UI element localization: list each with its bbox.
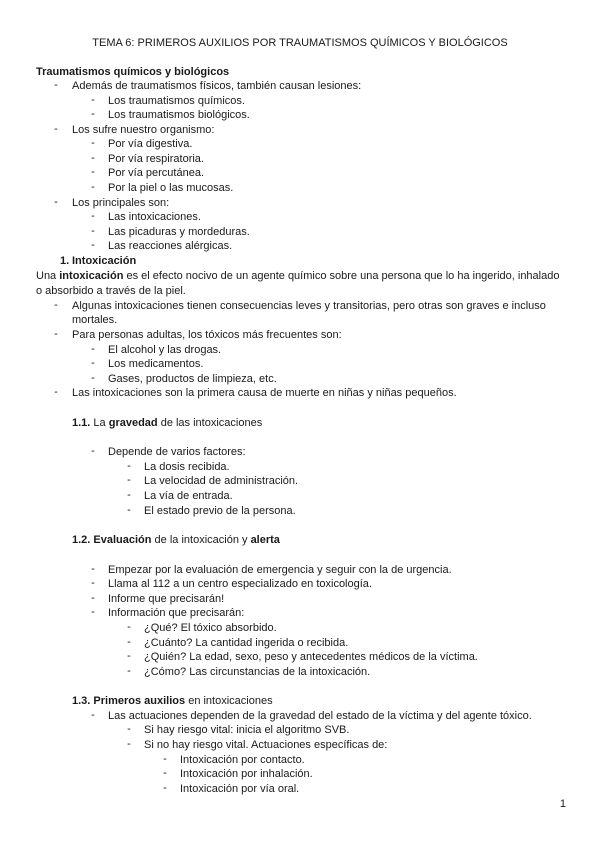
list-item: Los traumatismos químicos. <box>108 95 245 107</box>
list-item: Por la piel o las mucosas. <box>108 182 234 194</box>
heading-text: de las intoxicaciones <box>157 417 263 429</box>
bullet-text: Las actuaciones dependen de la gravedad del estado de la víctima y del agente tóxico. <box>108 710 532 722</box>
paragraph-text: es el efecto nocivo de un agente químico sobre una persona que lo ha ingerido, inhalado <box>123 270 560 282</box>
bullet-dash: - <box>91 563 95 575</box>
keyword-bold: intoxicación <box>59 270 124 282</box>
list-item: Si no hay riesgo vital. Actuaciones específicas de: <box>144 739 388 751</box>
keyword-bold: gravedad <box>108 417 158 429</box>
bullet-dash: - <box>91 210 95 222</box>
list-item: Si hay riesgo vital: inicia el algoritmo SVB. <box>144 724 350 736</box>
list-item: Los medicamentos. <box>108 358 204 370</box>
section-number: 1. <box>60 255 70 267</box>
list-item: Las picaduras y mordeduras. <box>108 226 250 238</box>
bullet-dash: - <box>127 650 131 662</box>
subsection-number: 1.2. <box>72 534 91 546</box>
subsection-heading <box>72 533 280 547</box>
keyword-bold: alerta <box>250 534 280 546</box>
bullet-text: Algunas intoxicaciones tienen consecuencias leves y transitorias, pero otras son graves e incluso <box>72 300 546 312</box>
bullet-dash: - <box>91 94 95 106</box>
subsection-number: 1.1. <box>72 417 91 429</box>
bullet-dash: - <box>127 621 131 633</box>
subsection-heading <box>72 694 273 708</box>
list-item: Las reacciones alérgicas. <box>108 240 233 252</box>
heading-text: en intoxicaciones <box>185 695 273 707</box>
bullet-text: Información que precisarán: <box>108 607 245 619</box>
bullet-dash: - <box>54 328 58 340</box>
list-item: Los traumatismos biológicos. <box>108 109 250 121</box>
bullet-dash: - <box>163 767 167 779</box>
heading-text: de la intoxicación y <box>151 534 251 546</box>
bullet-dash: - <box>54 386 58 398</box>
list-item: Intoxicación por contacto. <box>180 754 305 766</box>
list-item: La velocidad de administración. <box>144 475 299 487</box>
list-item: Por vía percutánea. <box>108 167 205 179</box>
bullet-dash: - <box>91 372 95 384</box>
page-header: TEMA 6: PRIMEROS AUXILIOS POR TRAUMATISMOS QUÍMICOS Y BIOLÓGICOS <box>92 37 508 49</box>
bullet-dash: - <box>91 343 95 355</box>
list-item: ¿Cómo? Las circunstancias de la intoxicación. <box>144 666 371 678</box>
list-item: Por vía respiratoria. <box>108 153 204 165</box>
section-heading-main: Traumatismos químicos y biológicos <box>36 66 230 78</box>
subsection-number: 1.3. <box>72 695 91 707</box>
bullet-dash: - <box>127 665 131 677</box>
list-item: Gases, productos de limpieza, etc. <box>108 373 277 385</box>
bullet-dash: - <box>91 606 95 618</box>
bullet-text: Los sufre nuestro organismo: <box>72 124 215 136</box>
bullet-dash: - <box>127 738 131 750</box>
list-item: ¿Qué? El tóxico absorbido. <box>144 622 277 634</box>
list-item: Intoxicación por inhalación. <box>180 768 313 780</box>
keyword-bold: Evaluación <box>93 534 152 546</box>
list-item: El estado previo de la persona. <box>144 505 296 517</box>
bullet-dash: - <box>91 108 95 120</box>
list-item: Por vía digestiva. <box>108 138 193 150</box>
bullet-dash: - <box>91 592 95 604</box>
page-number: 1 <box>559 798 566 810</box>
bullet-dash: - <box>163 753 167 765</box>
bullet-dash: - <box>127 489 131 501</box>
bullet-dash: - <box>91 137 95 149</box>
bullet-text: Empezar por la evaluación de emergencia y seguir con la de urgencia. <box>108 564 452 576</box>
keyword-bold: Primeros auxilios <box>93 695 186 707</box>
bullet-dash: - <box>54 196 58 208</box>
bullet-text: mortales. <box>72 314 118 326</box>
bullet-dash: - <box>91 709 95 721</box>
bullet-dash: - <box>127 723 131 735</box>
list-item: La vía de entrada. <box>144 490 233 502</box>
bullet-dash: - <box>91 577 95 589</box>
bullet-dash: - <box>91 152 95 164</box>
bullet-dash: - <box>54 123 58 135</box>
bullet-text: Llama al 112 a un centro especializado en toxicología. <box>108 578 372 590</box>
bullet-dash: - <box>91 357 95 369</box>
bullet-dash: - <box>91 181 95 193</box>
bullet-dash: - <box>54 79 58 91</box>
bullet-dash: - <box>127 504 131 516</box>
paragraph-line: o absorbido a través de la piel. <box>36 285 186 297</box>
bullet-text: Además de traumatismos físicos, también causan lesiones: <box>72 80 362 92</box>
bullet-dash: - <box>91 166 95 178</box>
bullet-dash: - <box>163 782 167 794</box>
bullet-dash: - <box>127 460 131 472</box>
list-item: ¿Quién? La edad, sexo, peso y antecedentes médicos de la víctima. <box>144 651 478 663</box>
list-item: Las intoxicaciones. <box>108 211 201 223</box>
list-item: El alcohol y las drogas. <box>108 344 222 356</box>
list-item: La dosis recibida. <box>144 461 230 473</box>
bullet-text: Las intoxicaciones son la primera causa de muerte en niñas y niñas pequeños. <box>72 387 457 399</box>
bullet-text: Depende de varios factores: <box>108 446 246 458</box>
section-heading: Intoxicación <box>72 255 137 267</box>
bullet-dash: - <box>91 239 95 251</box>
heading-text: La <box>93 417 109 429</box>
paragraph-line <box>36 269 559 283</box>
bullet-dash: - <box>91 225 95 237</box>
bullet-dash: - <box>54 299 58 311</box>
bullet-text: Informe que precisarán! <box>108 593 225 605</box>
bullet-dash: - <box>127 636 131 648</box>
bullet-text: Los principales son: <box>72 197 170 209</box>
list-item: Intoxicación por vía oral. <box>180 783 300 795</box>
subsection-heading <box>72 416 262 430</box>
paragraph-text: Una <box>36 270 60 282</box>
bullet-dash: - <box>127 474 131 486</box>
bullet-dash: - <box>91 445 95 457</box>
list-item: ¿Cuánto? La cantidad ingerida o recibida. <box>144 637 349 649</box>
bullet-text: Para personas adultas, los tóxicos más frecuentes son: <box>72 329 342 341</box>
